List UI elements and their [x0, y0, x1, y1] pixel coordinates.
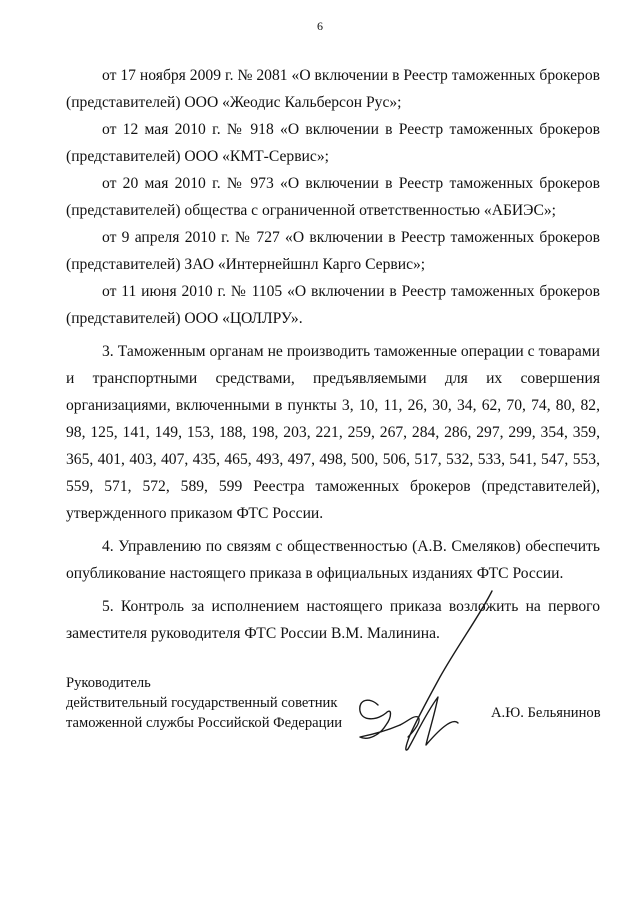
- handwritten-signature: [330, 585, 510, 785]
- page-number: 6: [317, 19, 323, 33]
- signatory-name: А.Ю. Бельянинов: [491, 705, 601, 721]
- position-line: действительный государственный советник: [66, 695, 338, 711]
- paragraph-4: 4. Управлению по связям с общественностью (А.В. Смеляков) обеспечить опубликование настоящего приказа в официальных изданиях ФТС России.: [66, 538, 600, 582]
- list-item: от 12 мая 2010 г. № 918 «О включении в Реестр таможенных брокеров (представителей) ООО «КМТ-Сервис»;: [66, 121, 600, 165]
- position-line: таможенной службы Российской Федерации: [66, 715, 343, 731]
- list-item: от 9 апреля 2010 г. № 727 «О включении в Реестр таможенных брокеров (представителей) ЗАО «Интернейшнл Карго Сервис»;: [66, 229, 600, 273]
- position-line: Руководитель: [66, 675, 151, 691]
- list-item: от 17 ноября 2009 г. № 2081 «О включении в Реестр таможенных брокеров (представителей) ООО «Жеодис Кальберсон Рус»;: [66, 67, 600, 111]
- paragraph-5: 5. Контроль за исполнением настоящего приказа возложить на первого заместителя руководителя ФТС России В.М. Малинина.: [66, 598, 600, 642]
- list-item: от 20 мая 2010 г. № 973 «О включении в Реестр таможенных брокеров (представителей) общества с ограниченной ответственностью «АБИЭС»;: [66, 175, 600, 219]
- paragraph-3: 3. Таможенным органам не производить таможенные операции с товарами и транспортными средствами, предъявляемыми для их совершения организациями, включенными в пункты 3, 10, 11, 26, 30, 34, 62, 70, 74, 80, 82, 98, 125, 141, 149, 153, 188, 198, 203, 221, 259, 267, 284, 286, 297, 299, 354, 359, 365, 401, 403, 407, 435, 465, 493, 497, 498, 500, 506, 517, 532, 533, 541, 547, 553, 559, 571, 572, 589, 599 Реестра таможенных брокеров (представителей), утвержденного приказом ФТС России.: [66, 343, 600, 522]
- document-body: [66, 62, 600, 647]
- list-item: от 11 июня 2010 г. № 1105 «О включении в Реестр таможенных брокеров (представителей) ООО «ЦОЛЛРУ».: [66, 283, 600, 327]
- signatory-position: [66, 673, 342, 733]
